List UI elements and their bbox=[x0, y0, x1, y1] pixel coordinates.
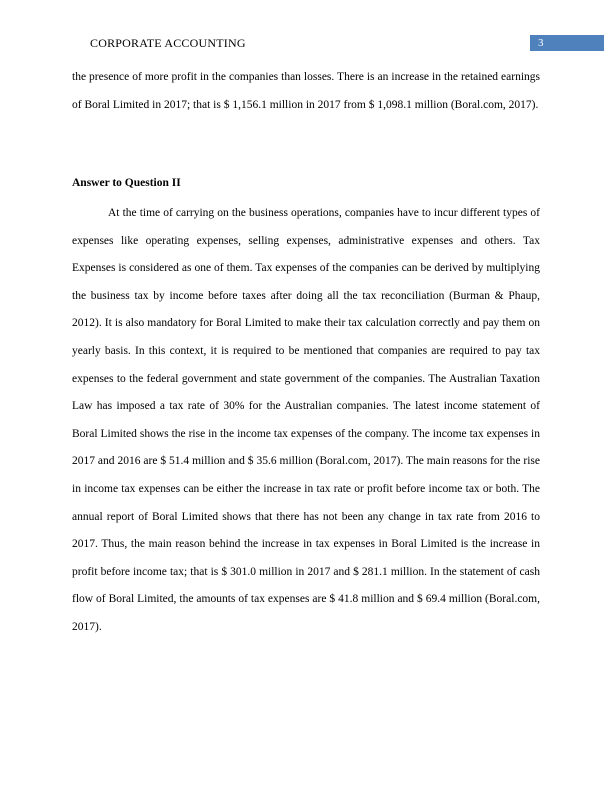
section-heading: Answer to Question II bbox=[72, 177, 181, 189]
page-number-badge: 3 bbox=[530, 35, 604, 51]
running-header-title: CORPORATE ACCOUNTING bbox=[90, 36, 246, 50]
answer-paragraph: At the time of carrying on the business operations, companies have to incur different types of expenses like operating expenses, selling expenses, administrative expenses and others. Tax Expenses is considered as one of them. Tax expenses of the companies can be derived by multiplying the business tax by income before taxes after doing all the tax reconciliation (Burman & Phaup, 2012). It is also mandatory for Boral Limited to make their tax calculation correctly and pay them on yearly basis. In this context, it is required to be mentioned that companies are required to pay tax expenses to the federal government and state government of the companies. The Australian Taxation Law has imposed a tax rate of 30% for the Australian companies. The latest income statement of Boral Limited shows the rise in the income tax expenses of the company. The income tax expenses in 2017 and 2016 are $ 51.4 million and $ 35.6 million (Boral.com, 2017). The main reasons for the rise in income tax expenses can be either the increase in tax rate or profit before income tax or both. The annual report of Boral Limited shows that there has not been any change in tax rate from 2016 to 2017. Thus, the main reason behind the increase in tax expenses in Boral Limited is the increase in profit before income tax; that is $ 301.0 million in 2017 and $ 281.1 million. In the statement of cash flow of Boral Limited, the amounts of tax expenses are $ 41.8 million and $ 69.4 million (Boral.com, 2017). bbox=[72, 207, 540, 633]
intro-paragraph: the presence of more profit in the companies than losses. There is an increase in the retained earnings of Boral Limited in 2017; that is $ 1,156.1 million in 2017 from $ 1,098.1 million (Boral.com, 2017). bbox=[72, 71, 540, 111]
